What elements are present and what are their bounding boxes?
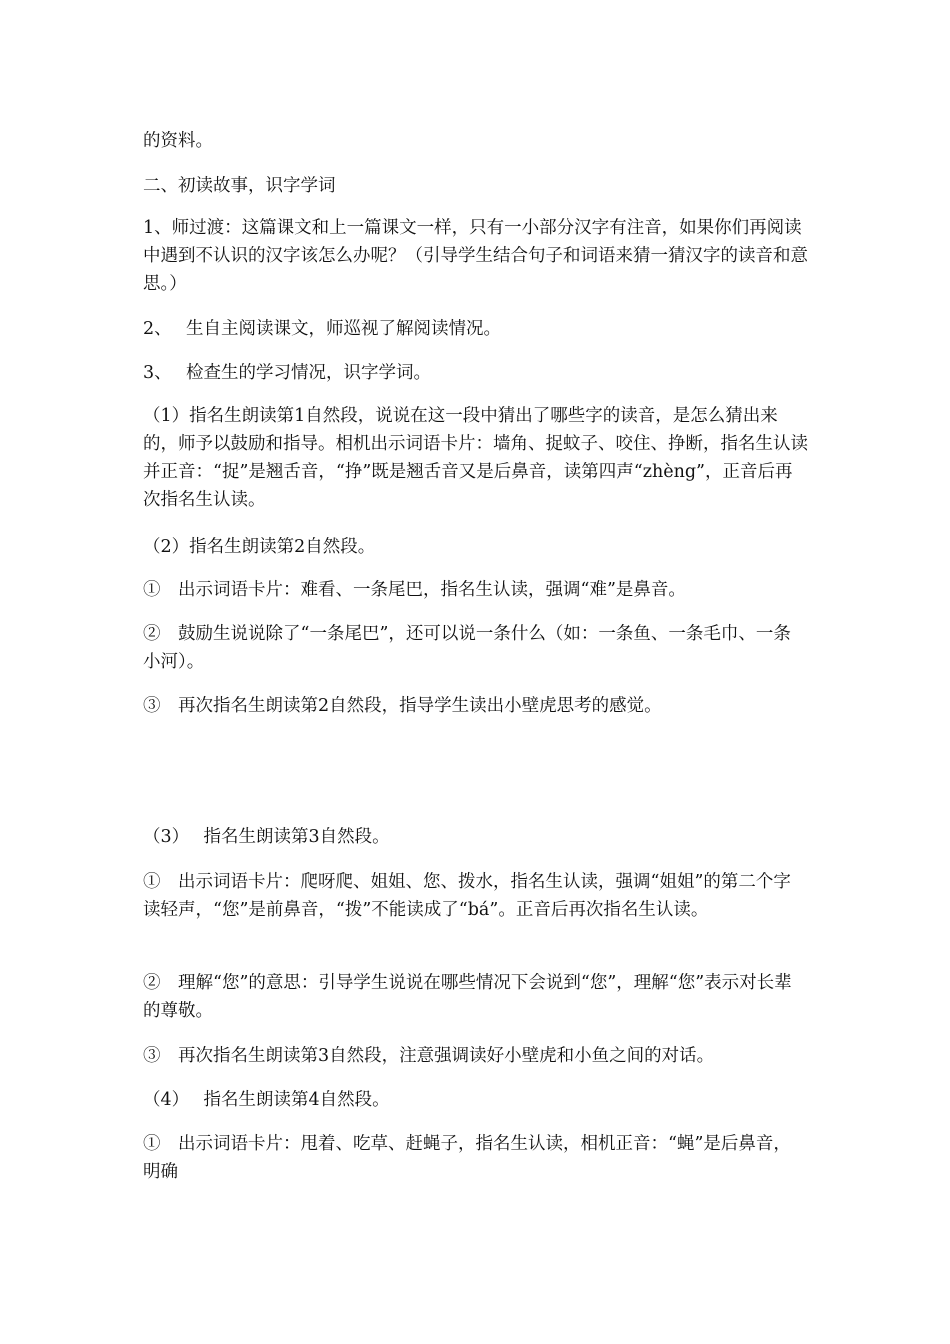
paragraph-16: ① 出示词语卡片：甩着、吃草、赶蝇子，指名生认读，相机正音：“蝇”是后鼻音，明确 <box>143 1134 791 1182</box>
paragraph-13: ② 理解“您”的意思：引导学生说说在哪些情况下会说到“您”，理解“您”表示对长辈的尊敬。 <box>143 973 792 1021</box>
paragraph-14: ③ 再次指名生朗读第3自然段，注意强调读好小壁虎和小鱼之间的对话。 <box>143 1046 715 1066</box>
section-heading: 二、初读故事，识字学词 <box>143 176 336 196</box>
paragraph-4: 2、 生自主阅读课文，师巡视了解阅读情况。 <box>143 319 501 339</box>
paragraph-3: 1、师过渡：这篇课文和上一篇课文一样，只有一小部分汉字有注音，如果你们再阅读中遇到不认识的汉字该怎么办呢？（引导学生结合句子和词语来猜一猜汉字的读音和意思。） <box>143 218 808 294</box>
paragraph-15: （4） 指名生朗读第4自然段。 <box>143 1090 390 1110</box>
paragraph-6: （1）指名生朗读第1自然段，说说在这一段中猜出了哪些字的读音，是怎么猜出来的，师予以鼓励和指导。相机出示词语卡片：墙角、捉蚊子、咬住、挣断，指名生认读并正音：“捉”是翘舌音，“挣”既是翘舌音又是后鼻音，读第四声“zhèng”，正音后再次指名生认读。 <box>143 406 808 510</box>
paragraph-9: ② 鼓励生说说除了“一条尾巴”，还可以说一条什么（如：一条鱼、一条毛巾、一条小河）。 <box>143 624 791 672</box>
paragraph-12: ① 出示词语卡片：爬呀爬、姐姐、您、拨水，指名生认读，强调“姐姐”的第二个字读轻声，“您”是前鼻音，“拨”不能读成了“bá”。正音后再次指名生认读。 <box>143 872 791 920</box>
paragraph-8: ① 出示词语卡片：难看、一条尾巴，指名生认读，强调“难”是鼻音。 <box>143 580 686 600</box>
paragraph-1: 的资料。 <box>143 131 213 151</box>
paragraph-5: 3、 检查生的学习情况，识字学词。 <box>143 363 431 383</box>
paragraph-10: ③ 再次指名生朗读第2自然段，指导学生读出小壁虎思考的感觉。 <box>143 696 662 716</box>
paragraph-7: （2）指名生朗读第2自然段。 <box>143 537 376 557</box>
paragraph-11: （3） 指名生朗读第3自然段。 <box>143 827 390 847</box>
